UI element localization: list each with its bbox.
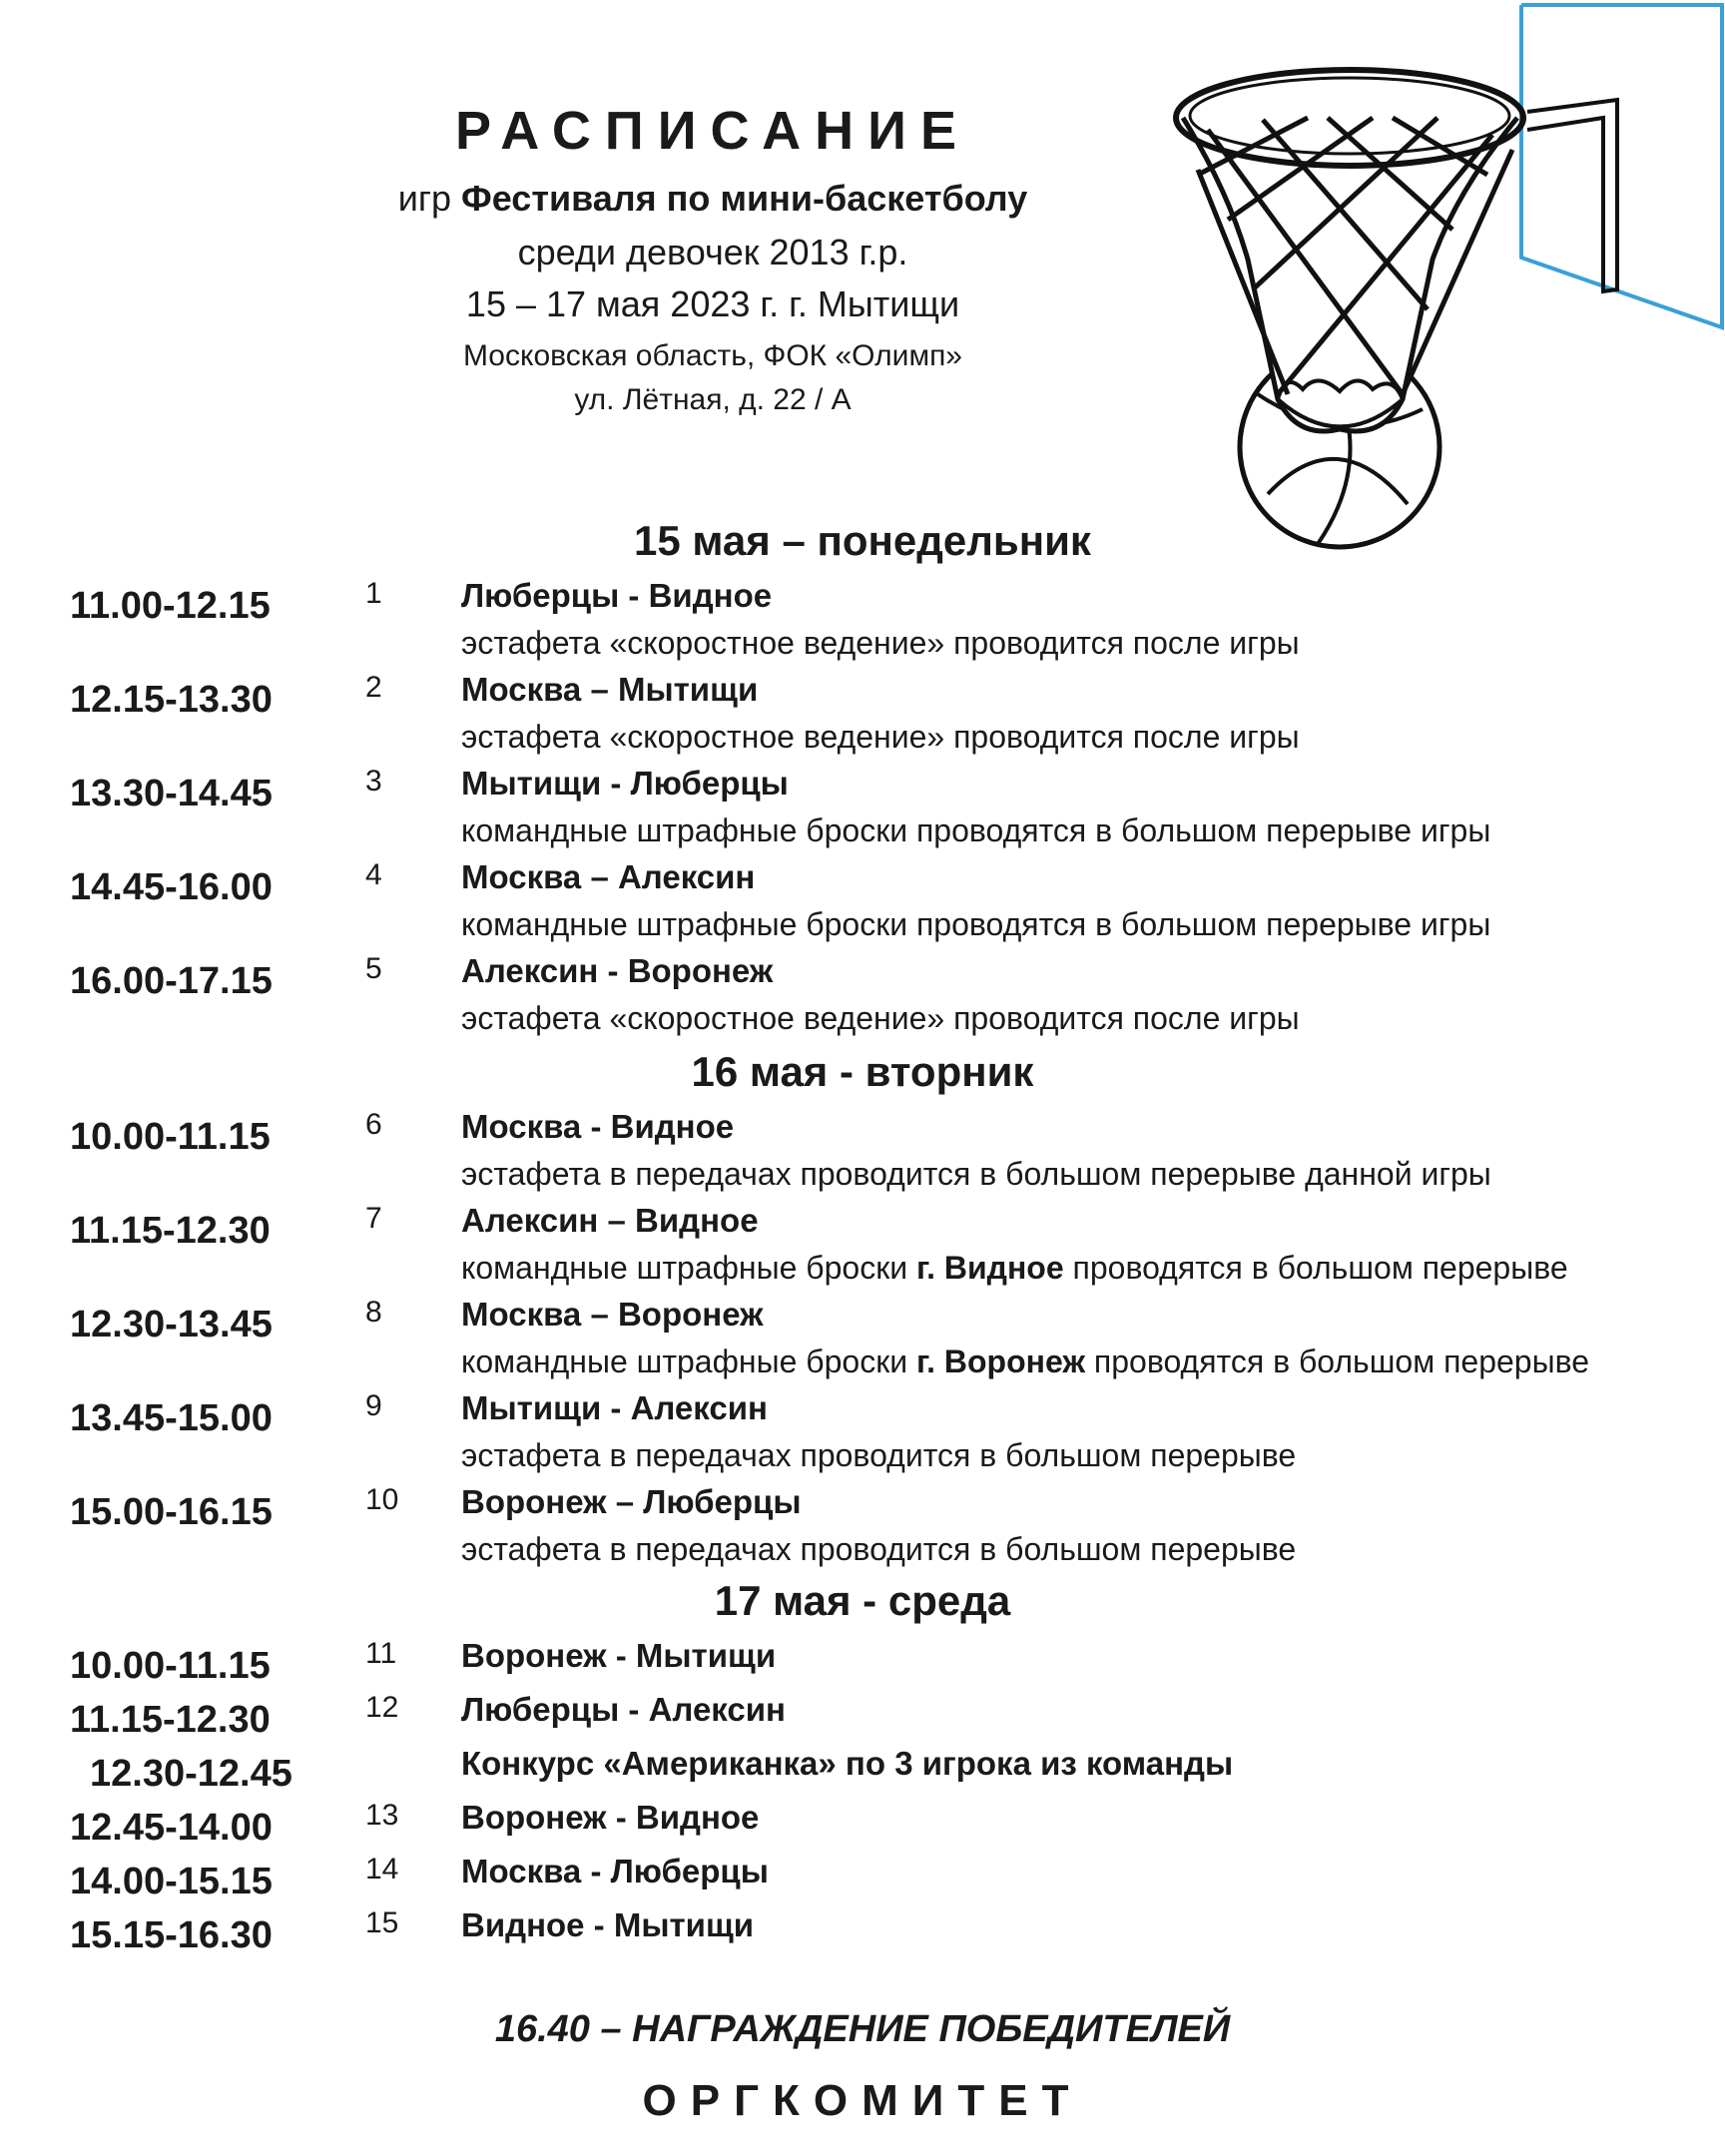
game-note: эстафета в передачах проводится в большом перерыве данной игры — [461, 1156, 1491, 1192]
game-row — [0, 671, 1725, 755]
game-teams: Видное - Мытищи — [461, 1906, 755, 1943]
organizing-committee: ОРГКОМИТЕТ — [642, 2076, 1083, 2125]
game-number: 7 — [365, 1202, 382, 1235]
game-time: 11.00-12.15 — [70, 585, 271, 627]
game-teams: Люберцы - Алексин — [461, 1691, 786, 1728]
game-number: 1 — [365, 577, 382, 610]
game-row — [0, 1389, 1725, 1473]
game-number: 2 — [365, 671, 382, 704]
game-number: 3 — [365, 765, 382, 798]
game-number: 11 — [365, 1637, 397, 1670]
game-number: 8 — [365, 1296, 382, 1329]
game-row — [0, 1202, 1725, 1286]
game-time: 14.45-16.00 — [70, 866, 273, 908]
game-time: 10.00-11.15 — [70, 1645, 271, 1687]
subtitle-category: среди девочек 2013 г.р. — [517, 232, 908, 272]
game-time: 12.15-13.30 — [70, 679, 273, 721]
note-city: г. Видное — [915, 1250, 1064, 1286]
game-time: 11.15-12.30 — [70, 1210, 271, 1252]
game-teams: Алексин – Видное — [461, 1202, 759, 1239]
game-number: 10 — [365, 1483, 399, 1516]
game-time: 11.15-12.30 — [70, 1699, 271, 1741]
game-number: 13 — [365, 1799, 399, 1832]
game-teams: Воронеж - Видное — [461, 1799, 760, 1836]
game-row — [0, 1906, 1725, 1966]
game-teams: Мытищи - Алексин — [461, 1389, 768, 1426]
game-number: 9 — [365, 1389, 382, 1422]
game-note: эстафета в передачах проводится в большом перерыве — [461, 1437, 1297, 1473]
game-row — [0, 858, 1725, 942]
page-title: РАСПИСАНИЕ — [454, 101, 971, 161]
game-number: 14 — [365, 1853, 399, 1886]
game-teams: Москва - Люберцы — [461, 1853, 769, 1889]
game-row — [0, 1853, 1725, 1912]
game-teams: Москва - Видное — [461, 1108, 735, 1145]
game-note: эстафета в передачах проводится в большом перерыве — [461, 1531, 1297, 1567]
game-row — [0, 765, 1725, 848]
game-row — [0, 1108, 1725, 1192]
game-note: эстафета «скоростное ведение» проводится после игры — [461, 719, 1300, 755]
game-row — [0, 952, 1725, 1036]
game-time: 10.00-11.15 — [70, 1116, 271, 1158]
game-time: 12.30-13.45 — [70, 1304, 273, 1346]
awards-ceremony: 16.40 – НАГРАЖДЕНИЕ ПОБЕДИТЕЛЕЙ — [494, 2008, 1231, 2050]
game-row — [0, 1745, 1725, 1805]
game-number: 5 — [365, 952, 382, 985]
game-row — [0, 1296, 1725, 1379]
day-heading-2: 16 мая - вторник — [691, 1048, 1034, 1095]
game-time: 15.00-16.15 — [70, 1491, 273, 1533]
subtitle-festival: Фестиваля по мини-баскетболу — [461, 178, 1028, 219]
note-text: проводятся в большом перерыве — [1063, 1250, 1568, 1286]
game-note: командные штрафные броски проводятся в большом перерыве игры — [461, 812, 1491, 848]
game-time: 16.00-17.15 — [70, 960, 273, 1002]
venue-region: Московская область, ФОК «Олимп» — [462, 339, 962, 372]
game-number: 12 — [365, 1691, 399, 1724]
game-teams: Воронеж – Люберцы — [461, 1483, 802, 1520]
game-teams: Москва – Воронеж — [461, 1296, 764, 1333]
game-teams: Москва – Мытищи — [461, 671, 759, 708]
basketball-hoop-icon — [1168, 0, 1725, 559]
subtitle-dates: 15 – 17 мая 2023 г. г. Мытищи — [465, 283, 960, 324]
game-number: 15 — [365, 1906, 399, 1939]
game-time: 12.30-12.45 — [90, 1753, 292, 1795]
note-text: проводятся в большом перерыве — [1085, 1344, 1590, 1379]
note-city: г. Воронеж — [915, 1344, 1085, 1379]
game-note: эстафета «скоростное ведение» проводится после игры — [461, 1000, 1300, 1036]
game-row — [0, 577, 1725, 661]
game-note — [461, 1250, 1568, 1287]
contest-title: Конкурс «Американка» по 3 игрока из команды — [461, 1745, 1234, 1782]
game-row — [0, 1483, 1725, 1567]
game-time: 14.00-15.15 — [70, 1861, 273, 1902]
game-teams: Мытищи - Люберцы — [461, 765, 789, 802]
game-teams: Москва – Алексин — [461, 858, 756, 895]
game-teams: Люберцы - Видное — [461, 577, 773, 614]
game-number: 4 — [365, 858, 382, 891]
game-time: 12.45-14.00 — [70, 1807, 273, 1849]
note-text: командные штрафные броски — [461, 1250, 916, 1286]
game-time: 13.30-14.45 — [70, 773, 273, 814]
venue-address: ул. Лётная, д. 22 / А — [574, 383, 852, 416]
game-note: командные штрафные броски проводятся в большом перерыве игры — [461, 906, 1491, 942]
game-time: 13.45-15.00 — [70, 1397, 273, 1439]
game-teams: Воронеж - Мытищи — [461, 1637, 777, 1674]
day-heading-1: 15 мая – понедельник — [634, 517, 1091, 564]
day-heading-3: 17 мая - среда — [714, 1577, 1011, 1624]
game-teams: Алексин - Воронеж — [461, 952, 774, 989]
game-row — [0, 1637, 1725, 1697]
game-note: эстафета «скоростное ведение» проводится после игры — [461, 625, 1300, 661]
game-row — [0, 1799, 1725, 1859]
game-number: 6 — [365, 1108, 382, 1141]
game-time: 15.15-16.30 — [70, 1914, 273, 1956]
subtitle-prefix: игр — [397, 178, 462, 219]
note-text: командные штрафные броски — [461, 1344, 916, 1379]
game-note — [461, 1344, 1589, 1380]
game-row — [0, 1691, 1725, 1751]
